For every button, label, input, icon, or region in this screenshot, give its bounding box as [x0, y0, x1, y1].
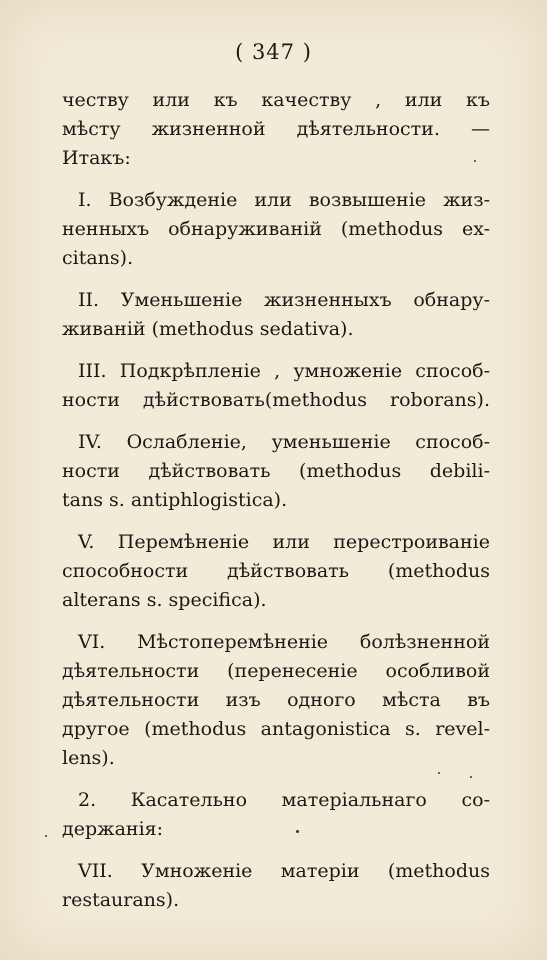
text-line: lens).: [62, 747, 115, 769]
text-line: мѣсту жизненной дѣятельности. —: [62, 118, 490, 140]
text-line: дѣятельности (перенесеніе особливой: [62, 660, 490, 682]
paragraph: [62, 186, 490, 273]
paper-speck: [474, 160, 476, 162]
page-number: ( 347 ): [235, 40, 312, 64]
text-line: 2. Касательно матеріальнаго со-: [78, 789, 490, 811]
paragraph: [62, 628, 490, 773]
text-line: II. Уменьшеніе жизненныхъ обнару-: [78, 289, 490, 311]
paragraph: [62, 528, 490, 615]
text-line: citans).: [62, 247, 134, 269]
text-line: VII. Умноженіе матеріи (methodus: [78, 860, 490, 882]
text-block: [62, 86, 490, 915]
text-line: способности дѣйствовать (methodus: [62, 560, 490, 582]
paragraph: [62, 857, 490, 915]
text-line: tans s. antiphlogistica).: [62, 489, 288, 511]
text-line: I. Возбужденіе или возвышеніе жиз-: [78, 189, 490, 211]
paper-speck: [470, 776, 472, 778]
text-line: честву или къ качеству , или къ: [62, 89, 490, 111]
paper-speck: [45, 835, 47, 837]
text-line: ности дѣйствовать (methodus debili-: [62, 460, 490, 482]
text-line: alterans s. specifica).: [62, 589, 267, 611]
text-line: ности дѣйствовать(methodus roborans).: [62, 389, 490, 411]
paper-speck: [296, 830, 299, 833]
text-line: III. Подкрѣпленіе , умноженіе способ-: [78, 360, 490, 382]
paper-speck: [438, 772, 440, 774]
text-line: Итакъ:: [62, 147, 131, 169]
text-line: IV. Ослабленіе, уменьшеніе способ-: [78, 431, 490, 453]
paragraph: [62, 357, 490, 415]
text-line: живаній (methodus sedativa).: [62, 318, 354, 340]
text-line: держанія:: [62, 818, 164, 840]
text-line: другое (methodus antagonistica s. revel-: [62, 718, 490, 740]
text-line: дѣятельности изъ одного мѣста въ: [62, 689, 490, 711]
paragraph: [62, 428, 490, 515]
paragraph: [62, 286, 490, 344]
text-line: ненныхъ обнаруживаній (methodus ex-: [62, 218, 490, 240]
paragraph: [62, 86, 490, 173]
text-line: restaurans).: [62, 889, 180, 911]
text-line: V. Перемѣненіе или перестроиваніе: [78, 531, 490, 553]
paragraph: [62, 786, 490, 844]
text-line: VI. Мѣстоперемѣненіе болѣзненной: [78, 631, 490, 653]
